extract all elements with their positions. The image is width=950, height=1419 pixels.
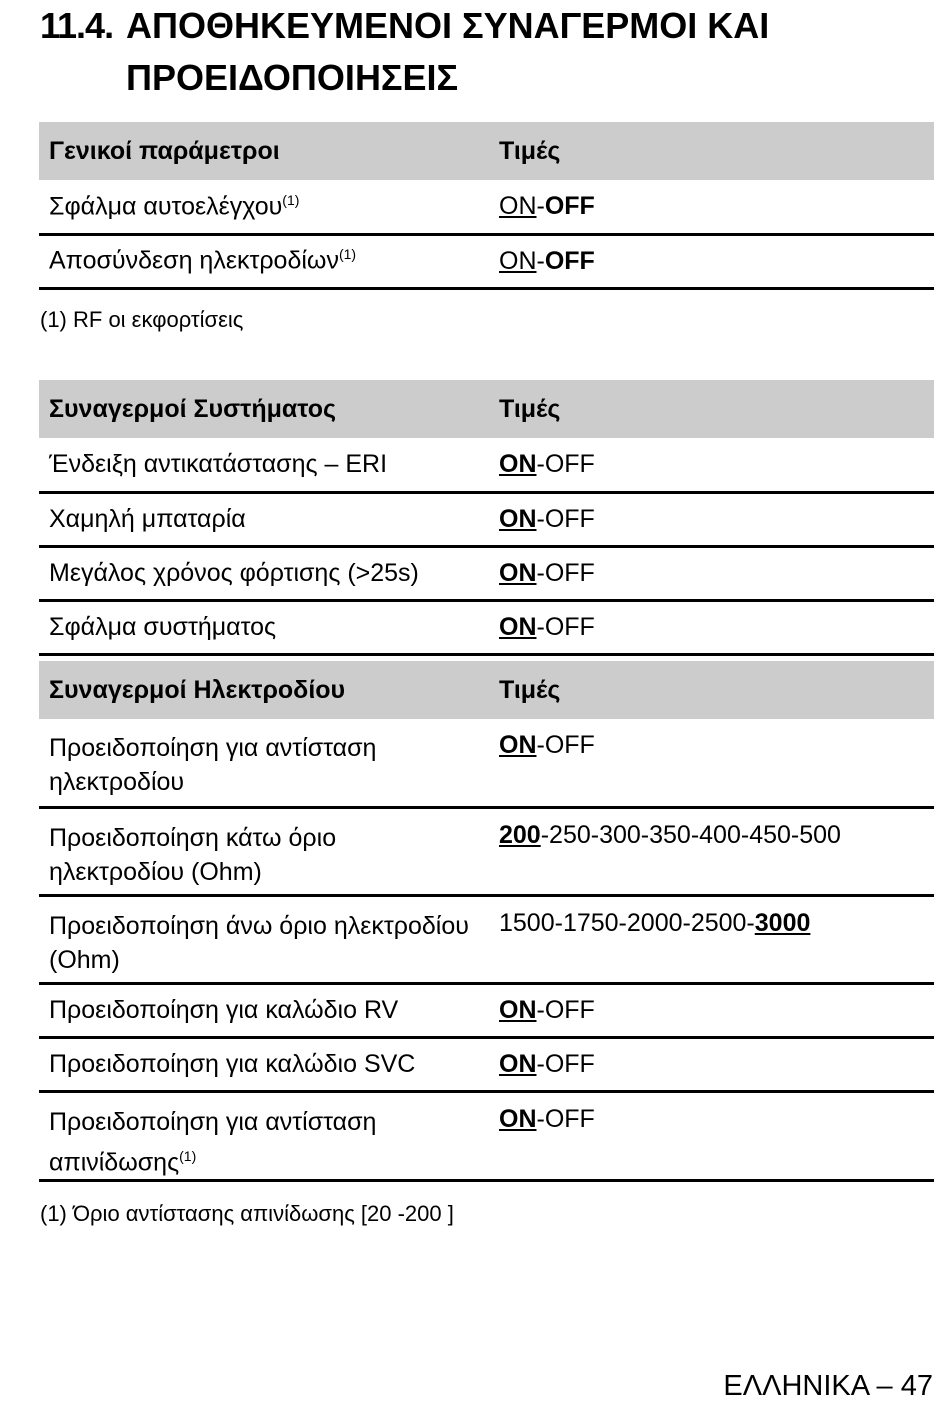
- parameter-value: ON-OFF: [479, 546, 934, 600]
- parameter-label: Προειδοποίηση κάτω όριο ηλεκτροδίου (Ohm): [39, 807, 479, 895]
- table-row: [39, 546, 934, 600]
- table-row: [39, 1091, 934, 1180]
- parameter-value: ON-OFF: [479, 1037, 934, 1091]
- table-row: [39, 438, 934, 492]
- table-row: [39, 895, 934, 983]
- table-row: [39, 234, 934, 288]
- table-header-row: [39, 122, 934, 180]
- general-parameters-table: [39, 122, 934, 290]
- parameter-label: Αποσύνδεση ηλεκτροδίων$^{(1)}$: [39, 234, 479, 288]
- column-header-parameter: Συναγερμοί Συστήματος: [39, 380, 479, 438]
- parameter-value: ON-OFF: [479, 983, 934, 1037]
- parameter-value: ON-OFF: [479, 492, 934, 546]
- table-row: [39, 719, 934, 807]
- section-title-line2: ΠΡΟΕΙΔΟΠΟΙΗΣΕΙΣ: [126, 57, 459, 98]
- column-header-values: Τιμές: [479, 661, 934, 719]
- footer-separator: –: [868, 1370, 901, 1402]
- table-row: [39, 492, 934, 546]
- footnote-electrode: (1) Όριο αντίστασης απινίδωσης [20 -200 ]: [40, 1201, 454, 1226]
- footer-language: ΕΛΛΗΝΙΚΑ: [723, 1370, 869, 1402]
- table-row: [39, 983, 934, 1037]
- table-row: [39, 1037, 934, 1091]
- parameter-label: Σφάλμα αυτοελέγχου$^{(1)}$: [39, 180, 479, 234]
- parameter-label: Ένδειξη αντικατάστασης – ERI: [39, 438, 479, 492]
- parameter-value: 200-250-300-350-400-450-500: [479, 807, 934, 895]
- parameter-label: Προειδοποίηση για καλώδιο SVC: [39, 1037, 479, 1091]
- table-header-row: [39, 380, 934, 438]
- column-header-parameter: Γενικοί παράμετροι: [39, 122, 479, 180]
- footnote-general: (1) RF οι εκφορτίσεις: [40, 307, 244, 332]
- parameter-value: ON-OFF: [479, 600, 934, 654]
- parameter-value: ON-OFF: [479, 719, 934, 807]
- parameter-label: Προειδοποίηση άνω όριο ηλεκτροδίου (Ohm): [39, 895, 479, 983]
- section-title-line1: ΑΠΟΘΗΚΕΥΜΕΝΟΙ ΣΥΝΑΓΕΡΜΟΙ ΚΑΙ: [126, 5, 770, 46]
- parameter-value: 1500-1750-2000-2500-3000: [479, 895, 934, 983]
- parameter-label: Χαμηλή μπαταρία: [39, 492, 479, 546]
- parameter-label: Μεγάλος χρόνος φόρτισης (>25s): [39, 546, 479, 600]
- page-footer: [723, 1370, 933, 1403]
- parameter-label: Σφάλμα συστήματος: [39, 600, 479, 654]
- parameter-label: Προειδοποίηση για καλώδιο RV: [39, 983, 479, 1037]
- parameter-value: ON-OFF: [479, 438, 934, 492]
- column-header-values: Τιμές: [479, 122, 934, 180]
- parameter-value: ON-OFF: [479, 180, 934, 234]
- parameter-value: ON-OFF: [479, 1091, 934, 1180]
- parameter-value: ON-OFF: [479, 234, 934, 288]
- column-header-values: Τιμές: [479, 380, 934, 438]
- page-number: 47: [900, 1370, 933, 1402]
- parameter-label: Προειδοποίηση για αντίσταση ηλεκτροδίου: [39, 719, 479, 807]
- column-header-parameter: Συναγερμοί Ηλεκτροδίου: [39, 661, 479, 719]
- section-number: 11.4.: [40, 5, 114, 46]
- table-header-row: [39, 661, 934, 719]
- system-alarms-table: [39, 380, 934, 656]
- table-row: [39, 180, 934, 234]
- table-row: [39, 600, 934, 654]
- electrode-alarms-table: [39, 661, 934, 1182]
- table-row: [39, 807, 934, 895]
- parameter-label: Προειδοποίηση για αντίσταση απινίδωσης$^{(1)}$: [39, 1091, 479, 1180]
